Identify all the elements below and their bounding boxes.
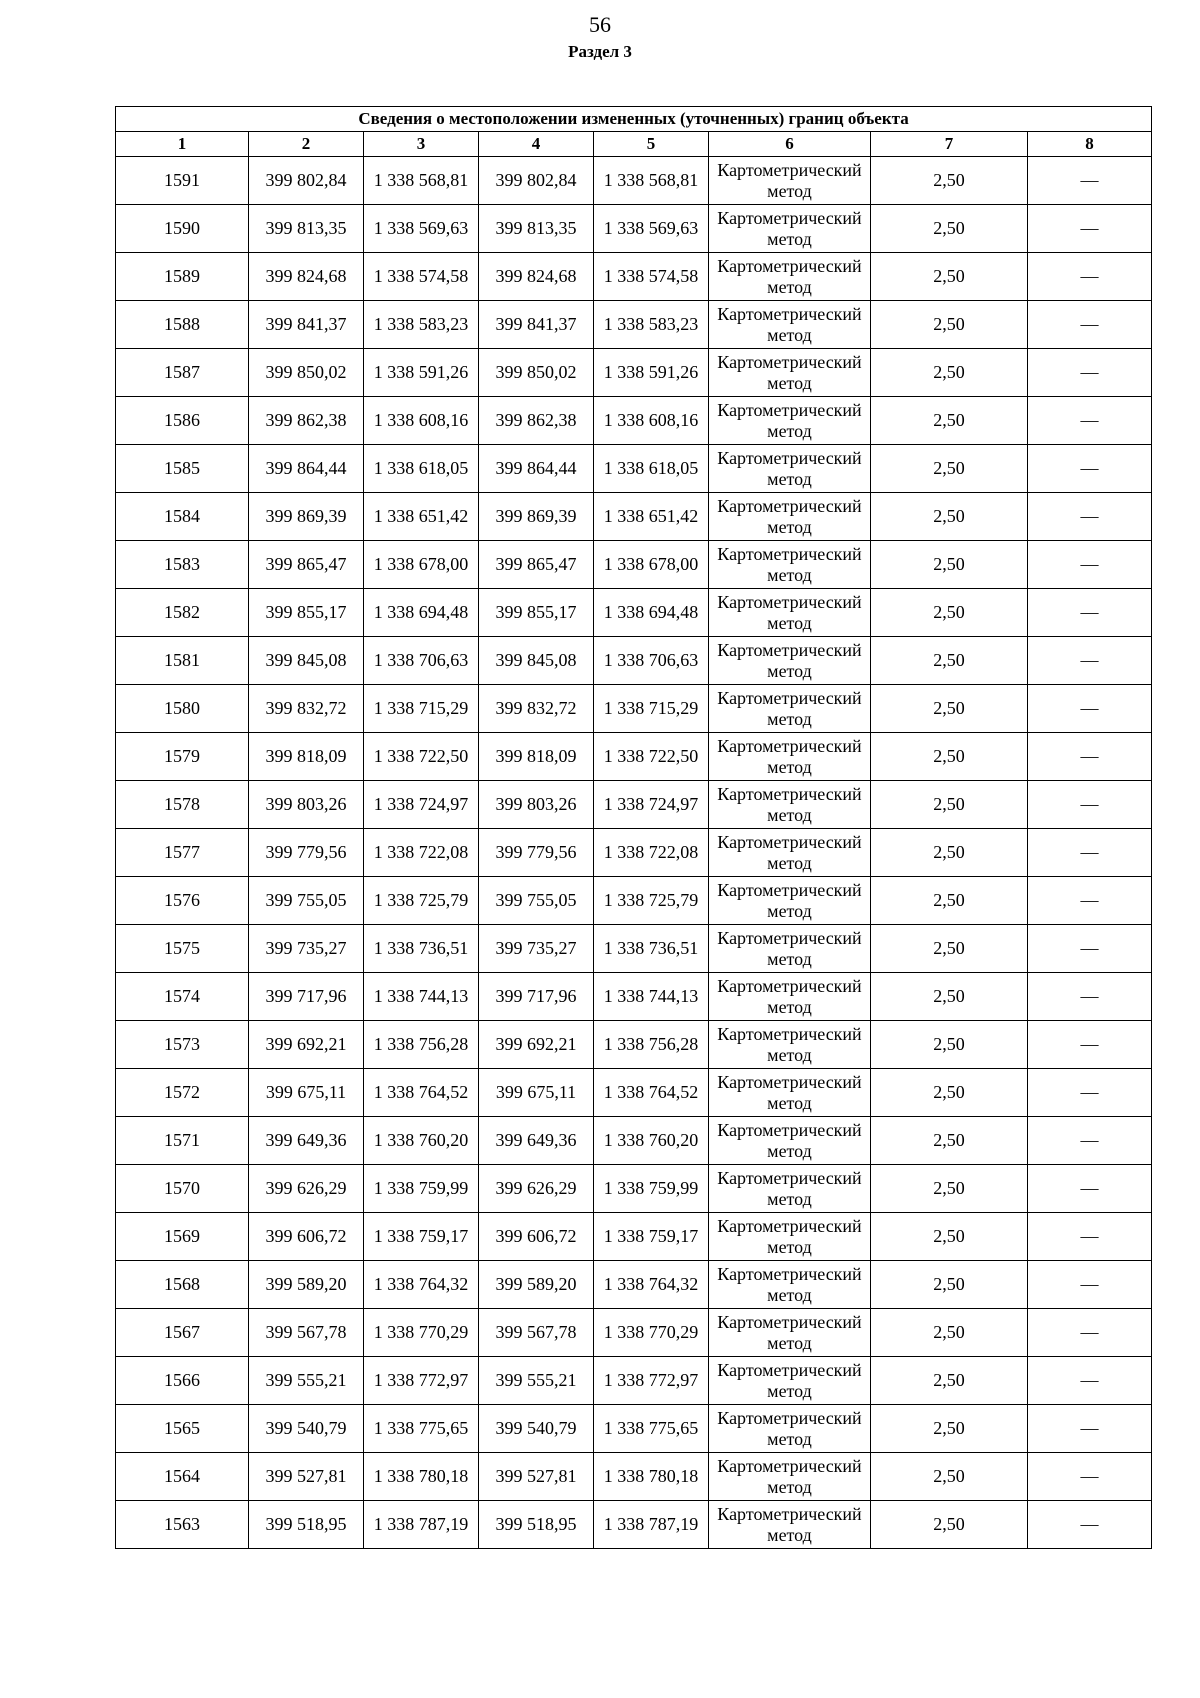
- x-refined-cell: 399 779,56: [479, 829, 594, 877]
- note-cell: —: [1028, 397, 1152, 445]
- table-row: [116, 493, 1152, 541]
- method-cell: Картометрический метод: [709, 1357, 871, 1405]
- x-refined-cell: 399 818,09: [479, 733, 594, 781]
- point-number-cell: 1581: [116, 637, 249, 685]
- method-cell: Картометрический метод: [709, 205, 871, 253]
- x-refined-cell: 399 865,47: [479, 541, 594, 589]
- accuracy-cell: 2,50: [871, 157, 1028, 205]
- point-number-cell: 1578: [116, 781, 249, 829]
- x-refined-cell: 399 869,39: [479, 493, 594, 541]
- note-cell: —: [1028, 925, 1152, 973]
- x-existing-cell: 399 675,11: [249, 1069, 364, 1117]
- note-cell: —: [1028, 1309, 1152, 1357]
- y-refined-cell: 1 338 678,00: [594, 541, 709, 589]
- note-cell: —: [1028, 1357, 1152, 1405]
- point-number-cell: 1583: [116, 541, 249, 589]
- y-refined-cell: 1 338 759,99: [594, 1165, 709, 1213]
- accuracy-cell: 2,50: [871, 493, 1028, 541]
- note-cell: —: [1028, 589, 1152, 637]
- column-number: 7: [871, 132, 1028, 157]
- x-refined-cell: 399 518,95: [479, 1501, 594, 1549]
- method-cell: Картометрический метод: [709, 301, 871, 349]
- x-existing-cell: 399 779,56: [249, 829, 364, 877]
- x-refined-cell: 399 864,44: [479, 445, 594, 493]
- point-number-cell: 1577: [116, 829, 249, 877]
- note-cell: —: [1028, 205, 1152, 253]
- table-row: [116, 253, 1152, 301]
- x-existing-cell: 399 567,78: [249, 1309, 364, 1357]
- accuracy-cell: 2,50: [871, 301, 1028, 349]
- y-existing-cell: 1 338 756,28: [364, 1021, 479, 1069]
- y-existing-cell: 1 338 568,81: [364, 157, 479, 205]
- accuracy-cell: 2,50: [871, 1213, 1028, 1261]
- method-cell: Картометрический метод: [709, 1117, 871, 1165]
- y-existing-cell: 1 338 651,42: [364, 493, 479, 541]
- x-existing-cell: 399 692,21: [249, 1021, 364, 1069]
- y-existing-cell: 1 338 724,97: [364, 781, 479, 829]
- x-refined-cell: 399 540,79: [479, 1405, 594, 1453]
- x-refined-cell: 399 717,96: [479, 973, 594, 1021]
- x-existing-cell: 399 735,27: [249, 925, 364, 973]
- accuracy-cell: 2,50: [871, 781, 1028, 829]
- note-cell: —: [1028, 685, 1152, 733]
- table-row: [116, 1405, 1152, 1453]
- method-cell: Картометрический метод: [709, 541, 871, 589]
- boundary-coordinates-table: [115, 106, 1152, 1549]
- accuracy-cell: 2,50: [871, 1357, 1028, 1405]
- x-refined-cell: 399 567,78: [479, 1309, 594, 1357]
- accuracy-cell: 2,50: [871, 733, 1028, 781]
- x-refined-cell: 399 527,81: [479, 1453, 594, 1501]
- y-refined-cell: 1 338 694,48: [594, 589, 709, 637]
- x-existing-cell: 399 540,79: [249, 1405, 364, 1453]
- point-number-cell: 1569: [116, 1213, 249, 1261]
- note-cell: —: [1028, 733, 1152, 781]
- table-row: [116, 1165, 1152, 1213]
- y-refined-cell: 1 338 759,17: [594, 1213, 709, 1261]
- y-existing-cell: 1 338 764,52: [364, 1069, 479, 1117]
- y-refined-cell: 1 338 706,63: [594, 637, 709, 685]
- y-existing-cell: 1 338 722,50: [364, 733, 479, 781]
- accuracy-cell: 2,50: [871, 541, 1028, 589]
- accuracy-cell: 2,50: [871, 1261, 1028, 1309]
- point-number-cell: 1584: [116, 493, 249, 541]
- x-refined-cell: 399 626,29: [479, 1165, 594, 1213]
- point-number-cell: 1572: [116, 1069, 249, 1117]
- y-existing-cell: 1 338 608,16: [364, 397, 479, 445]
- y-refined-cell: 1 338 608,16: [594, 397, 709, 445]
- x-existing-cell: 399 518,95: [249, 1501, 364, 1549]
- method-cell: Картометрический метод: [709, 1021, 871, 1069]
- note-cell: —: [1028, 445, 1152, 493]
- table-row: [116, 1069, 1152, 1117]
- x-existing-cell: 399 802,84: [249, 157, 364, 205]
- x-existing-cell: 399 803,26: [249, 781, 364, 829]
- note-cell: —: [1028, 1213, 1152, 1261]
- point-number-cell: 1591: [116, 157, 249, 205]
- x-existing-cell: 399 527,81: [249, 1453, 364, 1501]
- x-existing-cell: 399 555,21: [249, 1357, 364, 1405]
- table-row: [116, 1309, 1152, 1357]
- table-caption-row: [116, 107, 1152, 132]
- x-refined-cell: 399 803,26: [479, 781, 594, 829]
- y-existing-cell: 1 338 775,65: [364, 1405, 479, 1453]
- method-cell: Картометрический метод: [709, 1213, 871, 1261]
- point-number-cell: 1588: [116, 301, 249, 349]
- x-existing-cell: 399 869,39: [249, 493, 364, 541]
- y-refined-cell: 1 338 772,97: [594, 1357, 709, 1405]
- accuracy-cell: 2,50: [871, 445, 1028, 493]
- accuracy-cell: 2,50: [871, 973, 1028, 1021]
- table-row: [116, 301, 1152, 349]
- y-existing-cell: 1 338 787,19: [364, 1501, 479, 1549]
- y-refined-cell: 1 338 760,20: [594, 1117, 709, 1165]
- accuracy-cell: 2,50: [871, 589, 1028, 637]
- x-existing-cell: 399 818,09: [249, 733, 364, 781]
- accuracy-cell: 2,50: [871, 1405, 1028, 1453]
- table-row: [116, 1213, 1152, 1261]
- table-row: [116, 205, 1152, 253]
- y-existing-cell: 1 338 759,17: [364, 1213, 479, 1261]
- y-refined-cell: 1 338 744,13: [594, 973, 709, 1021]
- note-cell: —: [1028, 493, 1152, 541]
- point-number-cell: 1568: [116, 1261, 249, 1309]
- y-refined-cell: 1 338 569,63: [594, 205, 709, 253]
- method-cell: Картометрический метод: [709, 925, 871, 973]
- point-number-cell: 1587: [116, 349, 249, 397]
- method-cell: Картометрический метод: [709, 733, 871, 781]
- x-existing-cell: 399 717,96: [249, 973, 364, 1021]
- x-existing-cell: 399 813,35: [249, 205, 364, 253]
- method-cell: Картометрический метод: [709, 685, 871, 733]
- y-existing-cell: 1 338 574,58: [364, 253, 479, 301]
- column-number: 1: [116, 132, 249, 157]
- accuracy-cell: 2,50: [871, 1117, 1028, 1165]
- note-cell: —: [1028, 637, 1152, 685]
- x-existing-cell: 399 855,17: [249, 589, 364, 637]
- point-number-cell: 1579: [116, 733, 249, 781]
- accuracy-cell: 2,50: [871, 829, 1028, 877]
- x-refined-cell: 399 845,08: [479, 637, 594, 685]
- point-number-cell: 1565: [116, 1405, 249, 1453]
- y-existing-cell: 1 338 725,79: [364, 877, 479, 925]
- table-row: [116, 925, 1152, 973]
- column-number: 6: [709, 132, 871, 157]
- method-cell: Картометрический метод: [709, 877, 871, 925]
- method-cell: Картометрический метод: [709, 397, 871, 445]
- x-existing-cell: 399 589,20: [249, 1261, 364, 1309]
- method-cell: Картометрический метод: [709, 973, 871, 1021]
- table-row: [116, 685, 1152, 733]
- accuracy-cell: 2,50: [871, 637, 1028, 685]
- column-number: 2: [249, 132, 364, 157]
- table-row: [116, 397, 1152, 445]
- x-existing-cell: 399 864,44: [249, 445, 364, 493]
- y-existing-cell: 1 338 736,51: [364, 925, 479, 973]
- method-cell: Картометрический метод: [709, 1069, 871, 1117]
- table-row: [116, 829, 1152, 877]
- y-existing-cell: 1 338 722,08: [364, 829, 479, 877]
- x-refined-cell: 399 606,72: [479, 1213, 594, 1261]
- note-cell: —: [1028, 1165, 1152, 1213]
- table-row: [116, 733, 1152, 781]
- y-refined-cell: 1 338 724,97: [594, 781, 709, 829]
- accuracy-cell: 2,50: [871, 1453, 1028, 1501]
- y-existing-cell: 1 338 706,63: [364, 637, 479, 685]
- y-refined-cell: 1 338 787,19: [594, 1501, 709, 1549]
- y-refined-cell: 1 338 780,18: [594, 1453, 709, 1501]
- method-cell: Картометрический метод: [709, 157, 871, 205]
- table-row: [116, 1501, 1152, 1549]
- x-existing-cell: 399 755,05: [249, 877, 364, 925]
- point-number-cell: 1590: [116, 205, 249, 253]
- y-refined-cell: 1 338 764,32: [594, 1261, 709, 1309]
- x-existing-cell: 399 850,02: [249, 349, 364, 397]
- x-existing-cell: 399 845,08: [249, 637, 364, 685]
- point-number-cell: 1567: [116, 1309, 249, 1357]
- table-row: [116, 157, 1152, 205]
- x-refined-cell: 399 824,68: [479, 253, 594, 301]
- table-body: [116, 157, 1152, 1549]
- method-cell: Картометрический метод: [709, 1405, 871, 1453]
- table-row: [116, 541, 1152, 589]
- table-row: [116, 1021, 1152, 1069]
- y-refined-cell: 1 338 764,52: [594, 1069, 709, 1117]
- note-cell: —: [1028, 301, 1152, 349]
- y-existing-cell: 1 338 591,26: [364, 349, 479, 397]
- table-row: [116, 637, 1152, 685]
- note-cell: —: [1028, 829, 1152, 877]
- note-cell: —: [1028, 781, 1152, 829]
- y-existing-cell: 1 338 780,18: [364, 1453, 479, 1501]
- table-row: [116, 1261, 1152, 1309]
- x-refined-cell: 399 832,72: [479, 685, 594, 733]
- y-refined-cell: 1 338 618,05: [594, 445, 709, 493]
- y-refined-cell: 1 338 722,08: [594, 829, 709, 877]
- y-existing-cell: 1 338 759,99: [364, 1165, 479, 1213]
- note-cell: —: [1028, 1261, 1152, 1309]
- table-row: [116, 1117, 1152, 1165]
- note-cell: —: [1028, 877, 1152, 925]
- method-cell: Картометрический метод: [709, 445, 871, 493]
- x-existing-cell: 399 626,29: [249, 1165, 364, 1213]
- page-number: 56: [589, 12, 611, 37]
- y-refined-cell: 1 338 583,23: [594, 301, 709, 349]
- method-cell: Картометрический метод: [709, 1165, 871, 1213]
- table-row: [116, 973, 1152, 1021]
- table-row: [116, 349, 1152, 397]
- accuracy-cell: 2,50: [871, 877, 1028, 925]
- method-cell: Картометрический метод: [709, 1453, 871, 1501]
- column-number: 4: [479, 132, 594, 157]
- point-number-cell: 1566: [116, 1357, 249, 1405]
- point-number-cell: 1563: [116, 1501, 249, 1549]
- note-cell: —: [1028, 1021, 1152, 1069]
- x-refined-cell: 399 675,11: [479, 1069, 594, 1117]
- y-refined-cell: 1 338 775,65: [594, 1405, 709, 1453]
- x-refined-cell: 399 841,37: [479, 301, 594, 349]
- x-refined-cell: 399 692,21: [479, 1021, 594, 1069]
- y-refined-cell: 1 338 736,51: [594, 925, 709, 973]
- point-number-cell: 1575: [116, 925, 249, 973]
- point-number-cell: 1585: [116, 445, 249, 493]
- y-existing-cell: 1 338 694,48: [364, 589, 479, 637]
- x-existing-cell: 399 862,38: [249, 397, 364, 445]
- y-existing-cell: 1 338 744,13: [364, 973, 479, 1021]
- x-existing-cell: 399 841,37: [249, 301, 364, 349]
- x-existing-cell: 399 824,68: [249, 253, 364, 301]
- method-cell: Картометрический метод: [709, 637, 871, 685]
- table-row: [116, 877, 1152, 925]
- x-refined-cell: 399 755,05: [479, 877, 594, 925]
- accuracy-cell: 2,50: [871, 1021, 1028, 1069]
- note-cell: —: [1028, 157, 1152, 205]
- y-existing-cell: 1 338 583,23: [364, 301, 479, 349]
- y-refined-cell: 1 338 715,29: [594, 685, 709, 733]
- table-row: [116, 1357, 1152, 1405]
- column-number: 8: [1028, 132, 1152, 157]
- point-number-cell: 1564: [116, 1453, 249, 1501]
- table-row: [116, 445, 1152, 493]
- note-cell: —: [1028, 1405, 1152, 1453]
- note-cell: —: [1028, 1453, 1152, 1501]
- table-row: [116, 781, 1152, 829]
- y-existing-cell: 1 338 764,32: [364, 1261, 479, 1309]
- accuracy-cell: 2,50: [871, 397, 1028, 445]
- x-existing-cell: 399 832,72: [249, 685, 364, 733]
- point-number-cell: 1580: [116, 685, 249, 733]
- table-row: [116, 1453, 1152, 1501]
- x-refined-cell: 399 589,20: [479, 1261, 594, 1309]
- note-cell: —: [1028, 349, 1152, 397]
- x-refined-cell: 399 855,17: [479, 589, 594, 637]
- accuracy-cell: 2,50: [871, 1501, 1028, 1549]
- accuracy-cell: 2,50: [871, 925, 1028, 973]
- accuracy-cell: 2,50: [871, 1309, 1028, 1357]
- x-existing-cell: 399 649,36: [249, 1117, 364, 1165]
- x-refined-cell: 399 735,27: [479, 925, 594, 973]
- table-row: [116, 589, 1152, 637]
- column-number: 5: [594, 132, 709, 157]
- point-number-cell: 1570: [116, 1165, 249, 1213]
- column-number-row: [116, 132, 1152, 157]
- y-existing-cell: 1 338 618,05: [364, 445, 479, 493]
- column-number: 3: [364, 132, 479, 157]
- method-cell: Картометрический метод: [709, 829, 871, 877]
- method-cell: Картометрический метод: [709, 1261, 871, 1309]
- note-cell: —: [1028, 1117, 1152, 1165]
- point-number-cell: 1586: [116, 397, 249, 445]
- method-cell: Картометрический метод: [709, 1309, 871, 1357]
- x-refined-cell: 399 850,02: [479, 349, 594, 397]
- method-cell: Картометрический метод: [709, 493, 871, 541]
- y-existing-cell: 1 338 715,29: [364, 685, 479, 733]
- point-number-cell: 1574: [116, 973, 249, 1021]
- note-cell: —: [1028, 1501, 1152, 1549]
- y-existing-cell: 1 338 770,29: [364, 1309, 479, 1357]
- x-existing-cell: 399 865,47: [249, 541, 364, 589]
- point-number-cell: 1573: [116, 1021, 249, 1069]
- y-existing-cell: 1 338 678,00: [364, 541, 479, 589]
- accuracy-cell: 2,50: [871, 205, 1028, 253]
- x-refined-cell: 399 649,36: [479, 1117, 594, 1165]
- method-cell: Картометрический метод: [709, 589, 871, 637]
- x-refined-cell: 399 813,35: [479, 205, 594, 253]
- y-refined-cell: 1 338 725,79: [594, 877, 709, 925]
- note-cell: —: [1028, 253, 1152, 301]
- point-number-cell: 1576: [116, 877, 249, 925]
- accuracy-cell: 2,50: [871, 1069, 1028, 1117]
- point-number-cell: 1571: [116, 1117, 249, 1165]
- accuracy-cell: 2,50: [871, 1165, 1028, 1213]
- x-refined-cell: 399 802,84: [479, 157, 594, 205]
- point-number-cell: 1589: [116, 253, 249, 301]
- y-existing-cell: 1 338 569,63: [364, 205, 479, 253]
- method-cell: Картометрический метод: [709, 349, 871, 397]
- note-cell: —: [1028, 541, 1152, 589]
- table-caption: Сведения о местоположении измененных (уточненных) границ объекта: [116, 107, 1152, 132]
- note-cell: —: [1028, 1069, 1152, 1117]
- y-refined-cell: 1 338 651,42: [594, 493, 709, 541]
- accuracy-cell: 2,50: [871, 253, 1028, 301]
- section-title: Раздел 3: [568, 42, 632, 61]
- y-refined-cell: 1 338 568,81: [594, 157, 709, 205]
- method-cell: Картометрический метод: [709, 253, 871, 301]
- y-refined-cell: 1 338 591,26: [594, 349, 709, 397]
- x-existing-cell: 399 606,72: [249, 1213, 364, 1261]
- y-refined-cell: 1 338 770,29: [594, 1309, 709, 1357]
- accuracy-cell: 2,50: [871, 349, 1028, 397]
- accuracy-cell: 2,50: [871, 685, 1028, 733]
- method-cell: Картометрический метод: [709, 1501, 871, 1549]
- point-number-cell: 1582: [116, 589, 249, 637]
- y-refined-cell: 1 338 574,58: [594, 253, 709, 301]
- x-refined-cell: 399 555,21: [479, 1357, 594, 1405]
- note-cell: —: [1028, 973, 1152, 1021]
- y-existing-cell: 1 338 760,20: [364, 1117, 479, 1165]
- method-cell: Картометрический метод: [709, 781, 871, 829]
- y-refined-cell: 1 338 722,50: [594, 733, 709, 781]
- y-existing-cell: 1 338 772,97: [364, 1357, 479, 1405]
- x-refined-cell: 399 862,38: [479, 397, 594, 445]
- y-refined-cell: 1 338 756,28: [594, 1021, 709, 1069]
